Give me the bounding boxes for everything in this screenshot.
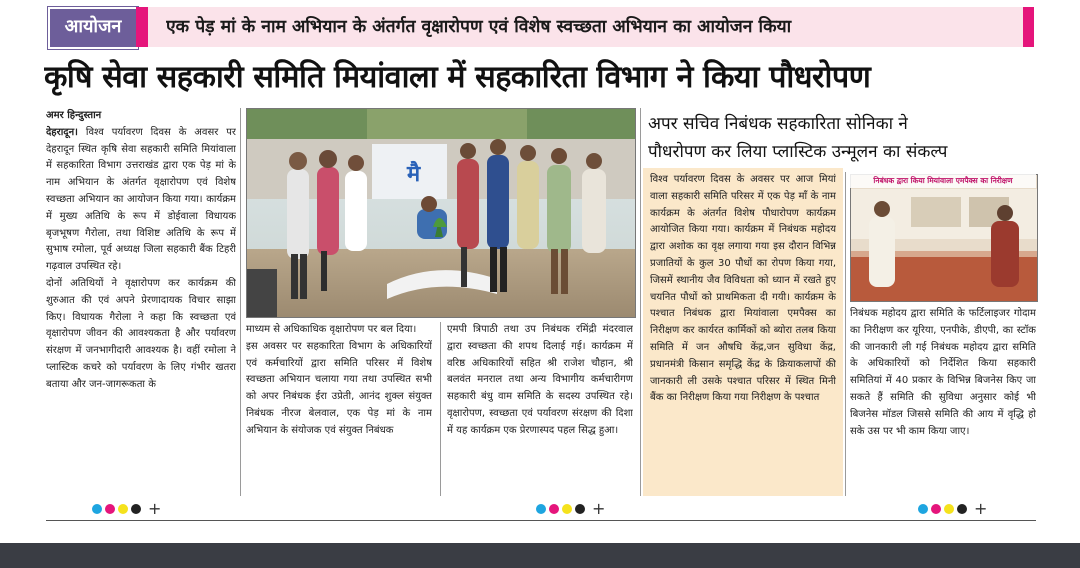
crosshair-icon: + xyxy=(592,499,606,518)
ribbon-accent-right xyxy=(1023,7,1034,47)
column-divider xyxy=(440,322,441,496)
magenta-dot xyxy=(105,504,115,514)
column-divider xyxy=(240,108,241,496)
column-1-paragraph-1 xyxy=(46,125,236,276)
section-tag: आयोजन xyxy=(48,7,138,49)
yellow-dot xyxy=(944,504,954,514)
cyan-dot xyxy=(536,504,546,514)
main-photo-tree-planting xyxy=(246,108,636,318)
dateline: देहरादून। xyxy=(46,126,78,138)
column-4-paragraph-1: विश्व पर्यावरण दिवस के अवसर पर आज मियां वाला सहकारी समिति परिसर में एक पेड़ माँ के नाम कार्यक्रम के अंतर्गत विशेष पौधारोपण कार्यक्रम आयोजित किया गया। कार्यक्रम में निबंधक महोदय द्वारा अशोक का वृक्ष लगाया गया इस दौरान विभिन्न प्रजातियों के कुल 30 पौधों का रोपण किया गया, जिसमें स्थानीय जैव विविधता को ध्यान में रखते हुए चयनित पौधों को प्राथमिकता दी गयी। कार्यक्रम के पश्चात निबंधक द्वारा मियांवाला एमपैक्स का निरीक्षण कर कार्यरत कार्मिकों को ब्योरा तलब किया समिति में जन औषधि केंद्र,जन सुविधा केंद्र, प्रधानमंत्री किसान समृद्धि केंद्र के क्रियाकलापों की जानकारी ली उसके पश्चात परिसर में स्थित मिनी बैंक का निरीक्षण किया गया निरीक्षण के पश्चात xyxy=(650,174,836,404)
sub-headline xyxy=(648,110,1040,166)
svg-text:मै: मै xyxy=(407,162,421,187)
column-1-text-1: विश्व पर्यावरण दिवस के अवसर पर देहरादून स्थित कृषि सेवा सहकारी समिति मियांवाला में सहकारिता विभाग उत्तराखंड द्वारा एक पेड़ मां के नाम अभियान के अंतर्गत वृक्षारोपण एवं विशेष स्वच्छता अभियान का आयोजन किया गया। कार्यक्रम में मुख्य अतिथि के रूप में डोईवाला विधायक बृजभूषण गैरोला, तथा विशिष्ट अतिथि के रूप में सुभाष रमोला, पूर्व अध्यक्ष जिला सहकारी बैंक टिहरी गढ़वाल उपस्थित रहे। xyxy=(46,126,236,273)
registration-marks xyxy=(918,499,988,518)
column-divider xyxy=(845,172,846,496)
black-dot xyxy=(957,504,967,514)
column-5-paragraph-1: निबंधक महोदय द्वारा समिति के फर्टिलाइजर गोदाम का निरीक्षण कर यूरिया, एनपीके, डीएपी, का स्टॉक की जानकारी ली गई निबंधक महोदय द्वारा समिति के अधिकारियों को निर्देशित किया सहकारी समितियां में 40 प्रकार के विभिन्न बिजनेस किए जा सकते हैं समिति की सुविधा अनुसार कोई भी बिजनेस मॉडल जिससे समिति की आय में वृद्धि हो सके उस पर भी काम किया जाए। xyxy=(850,308,1036,437)
yellow-dot xyxy=(562,504,572,514)
crosshair-icon: + xyxy=(974,499,988,518)
magenta-dot xyxy=(931,504,941,514)
bottom-rule xyxy=(46,520,1036,521)
column-3-paragraph-1: एमपी त्रिपाठी तथा उप निबंधक रमिंद्री मंदरवाल द्वारा स्वच्छता की शपथ दिलाई गई। कार्यक्रम में वरिष्ठ अधिकारियों सहित श्री राजेश चौहान, श्री बलवंत मनराल तथा अन्य विभागीय कर्मचारीगण सहकारी बंधु वाम समिति के सदस्य उपस्थित रहे। वृक्षारोपण, स्वच्छता एवं पर्यावरण संरक्षण की दिशा में यह कार्यक्रम एक प्रेरणास्पद पहल सिद्ध हुआ। xyxy=(447,324,633,436)
column-2-paragraph-2: इस अवसर पर सहकारिता विभाग के अधिकारियों एवं कर्मचारियों द्वारा समिति परिसर में विशेष स्वच्छता अभियान चलाया गया तथा उपस्थित सभी को अपर निबंधक ईरा उप्रेती, आनंद शुक्ल संयुक्त निबंधक नीरज बेलवाल, एक पेड़ मां के नाम अभियान के संयोजक एवं संयुक्त निबंधक xyxy=(246,340,432,436)
yellow-dot xyxy=(118,504,128,514)
article-column-3 xyxy=(447,322,633,494)
photo-caption: निबंधक द्वारा किया मियांवाला एमपैक्स का निरीक्षण xyxy=(850,174,1036,188)
ribbon-accent-left xyxy=(136,7,148,47)
registration-marks xyxy=(92,499,162,518)
article-column-2 xyxy=(246,322,432,494)
viewer-footer-bar xyxy=(0,543,1080,568)
magenta-dot xyxy=(549,504,559,514)
crosshair-icon: + xyxy=(148,499,162,518)
cyan-dot xyxy=(92,504,102,514)
inspection-photo-illustration xyxy=(851,175,1037,301)
article-column-5 xyxy=(850,306,1036,494)
photo-illustration xyxy=(247,109,635,317)
sub-headline-line-2: पौधरोपण कर लिया प्लास्टिक उन्मूलन का संकल्प xyxy=(648,142,948,162)
inspection-photo xyxy=(850,174,1038,302)
byline: अमर हिन्दुस्तान xyxy=(46,110,102,121)
sub-headline-line-1: अपर सचिव निबंधक सहकारिता सोनिका ने xyxy=(648,114,908,134)
cyan-dot xyxy=(918,504,928,514)
column-1-paragraph-2: दोनों अतिथियों ने वृक्षारोपण कर कार्यक्रम की शुरुआत की एवं अपने प्रेरणादायक विचार साझा किए। विधायक गैरोला ने कहा कि स्वच्छता एवं वृक्षारोपण जीवन की आवश्यकता है और पर्यावरण संरक्षण में जनभागीदारी आवश्यक है। वहीं रमोला ने प्लास्टिक कचरे को पर्यावरण के लिए गंभीर खतरा बताया और जन-जागरूकता के xyxy=(46,277,236,390)
article-column-1 xyxy=(46,108,236,494)
column-2-paragraph-1: माध्यम से अधिकाधिक वृक्षारोपण पर बल दिया। xyxy=(246,324,417,335)
kicker-headline: एक पेड़ मां के नाम अभियान के अंतर्गत वृक्षारोपण एवं विशेष स्वच्छता अभियान का आयोजन किया xyxy=(166,17,792,37)
black-dot xyxy=(131,504,141,514)
main-headline: कृषि सेवा सहकारी समिति मियांवाला में सहकारिता विभाग ने किया पौधरोपण xyxy=(44,60,871,95)
black-dot xyxy=(575,504,585,514)
column-divider xyxy=(640,108,641,496)
registration-marks xyxy=(536,499,606,518)
article-column-4 xyxy=(650,172,836,494)
